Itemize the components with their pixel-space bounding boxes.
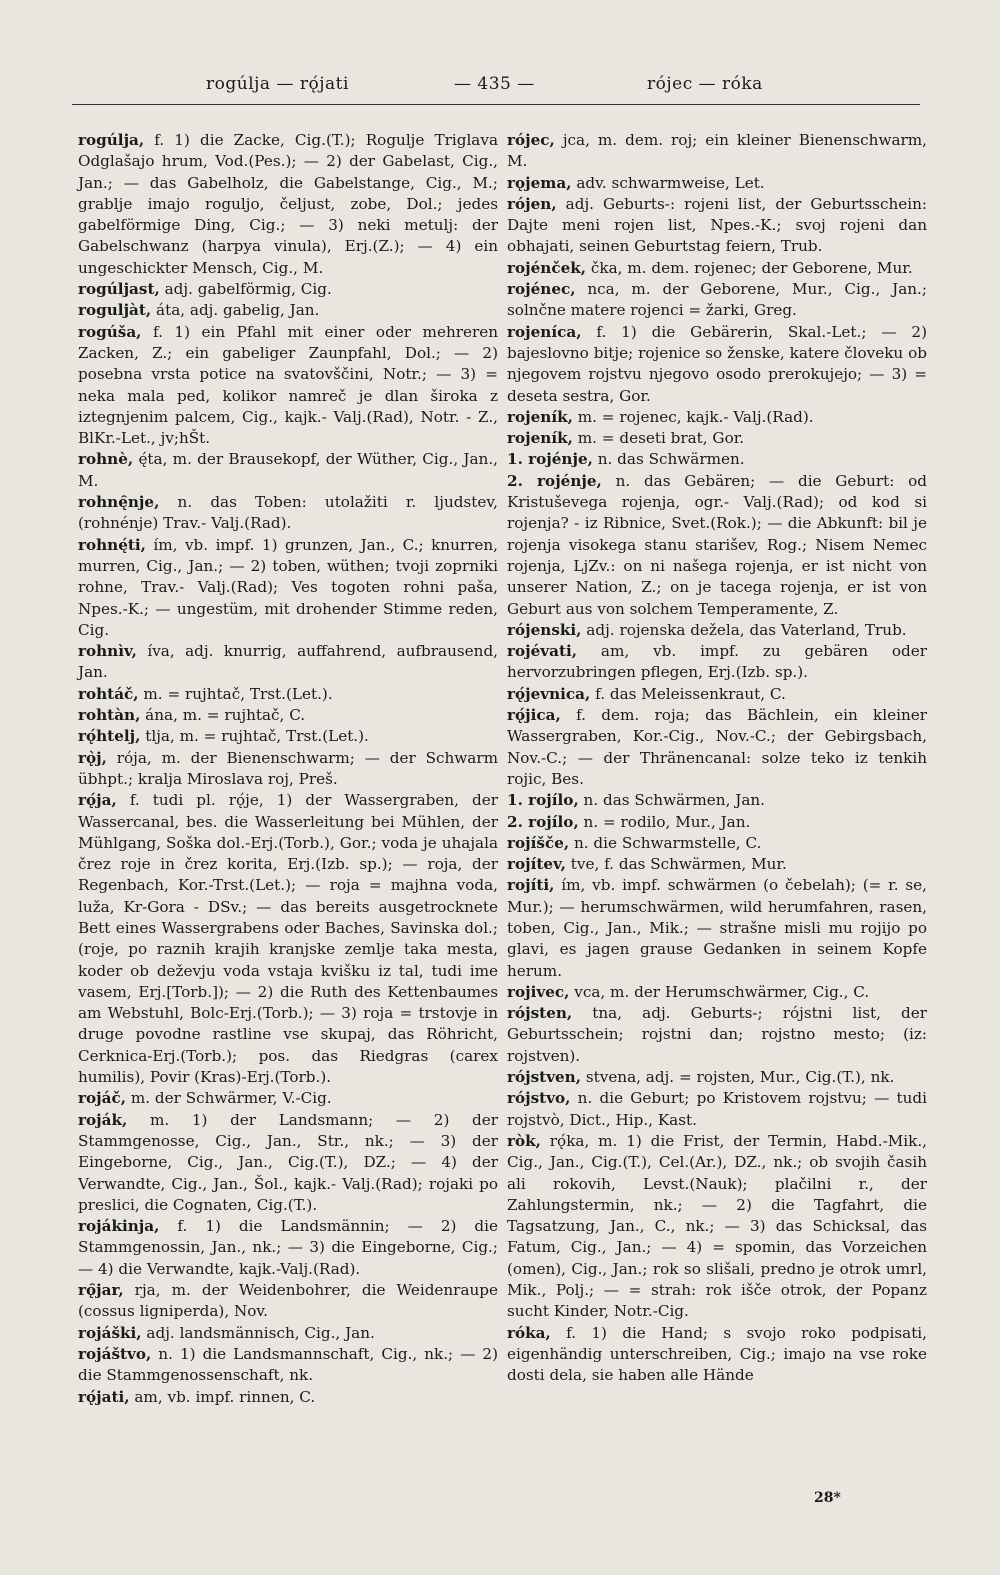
entry-headword: rǫ̀j, xyxy=(78,748,107,767)
entry-headword: 2. rojílo, xyxy=(507,812,579,831)
entry-headword: roguljàt, xyxy=(78,301,152,320)
entry-definition: ím, vb. impf. schwärmen (o čebelah); (= r. se, Mur.); — herumschwärmen, wild herumfahren, rasen, toben, Cig., Jan., Mik.; — strašne misli mu rojijo po glavi, es jagen grause Gedanken in seinem Kopfe herum. xyxy=(507,876,927,980)
entry-headword: rojáč, xyxy=(78,1089,127,1108)
entry-headword: rojeníca, xyxy=(507,322,582,341)
entry-headword: rohnè, xyxy=(78,450,134,469)
dictionary-entry xyxy=(507,130,927,173)
dictionary-entry xyxy=(507,875,927,981)
dictionary-entry xyxy=(507,471,927,620)
page-number: — 435 — xyxy=(454,74,535,94)
entry-definition: n. das Toben: utolažiti r. ljudstev, (rohnénje) Trav.- Valj.(Rad). xyxy=(78,493,498,533)
entry-headword: rojivec, xyxy=(507,982,570,1001)
dictionary-entry xyxy=(507,1323,927,1387)
entry-headword: rogúlja, xyxy=(78,131,145,149)
dictionary-entry xyxy=(507,641,927,684)
dictionary-entry xyxy=(78,1387,498,1408)
entry-headword: ròk, xyxy=(507,1131,541,1150)
entry-headword: rǫjema, xyxy=(507,173,572,192)
entry-definition: n. die Geburt; po Kristovem rojstvu; — tudi rojstvò, Dict., Hip., Kast. xyxy=(507,1089,927,1129)
entry-headword: rójsten, xyxy=(507,1004,573,1023)
signature-mark: 28* xyxy=(814,1490,841,1506)
entry-definition: rója, m. der Bienenschwarm; — der Schwarm übhpt.; kralja Miroslava roj, Preš. xyxy=(78,748,498,788)
dictionary-entry xyxy=(507,812,927,833)
entry-headword: rǫ́htelj, xyxy=(78,727,141,746)
header-left-guideword: rogúlja — rǫ́jati xyxy=(206,74,349,94)
dictionary-entry xyxy=(507,833,927,854)
entry-definition: m. 1) der Landsmann; — 2) der Stammgenosse, Cig., Jan., Str., nk.; — 3) der Eingeborne, Cig., Jan., Cig.(T.), DZ.; — 4) der Verwandte, Cig., Jan., Šol., kajk.- Valj.(Rad); rojaki po preslici, die Cognaten, Cig.(T.). xyxy=(78,1110,498,1214)
entry-headword: rohnę́ti, xyxy=(78,535,146,554)
entry-headword: rojáštvo, xyxy=(78,1344,152,1363)
dictionary-entry xyxy=(507,1067,927,1088)
entry-definition: ána, m. = rujhtač, C. xyxy=(140,706,306,725)
dictionary-entry xyxy=(507,279,927,322)
entry-definition: nca, m. der Geborene, Mur., Cig., Jan.; solnčne matere rojenci = žarki, Greg. xyxy=(507,280,927,320)
entry-headword: rójstven, xyxy=(507,1068,582,1087)
dictionary-entry xyxy=(507,407,927,428)
entry-definition: čka, m. dem. rojenec; der Geborene, Mur. xyxy=(586,258,913,277)
entry-headword: rojítev, xyxy=(507,855,566,874)
page-header xyxy=(0,74,1000,104)
header-rule xyxy=(72,104,920,105)
entry-definition: f. tudi pl. rǫ́je, 1) der Wassergraben, der Wassercanal, bes. die Wasserleitung bei Mühlen, der Mühlgang, Soška dol.-Erj.(Torb.), Gor.; voda je uhajala črez roje in črez korita, Erj.(Izb. sp.); — roja, der Regenbach, Kor.-Trst.(Let.); — roja = majhna voda, luža, Kr-Gora - DSv.; — das bereits ausgetrocknete Bett eines Wassergrabens oder Baches, Savinska dol.; (roje, po raznih krajih kranjske zemlje taka mesta, koder ob deževju voda vstaja kvišku iz tal, tudi ime vasem, Erj.[Torb.]); — 2) die Ruth des Kettenbaumes am Webstuhl, Bolc-Erj.(Torb.); — 3) roja = trstovje in druge povodne rastline vse skupaj, das Röhricht, Cerknica-Erj.(Torb.); pos. das Riedgras (carex humilis), Povir (Kras)-Erj.(Torb.). xyxy=(78,791,498,1087)
entry-headword: rojíšče, xyxy=(507,833,570,852)
entry-headword: rojíti, xyxy=(507,876,555,895)
header-right-guideword: rójec — róka xyxy=(647,74,763,94)
entry-definition: rǫ́ka, m. 1) die Frist, der Termin, Habd.-Mik., Cig., Jan., Cig.(T.), Cel.(Ar.), DZ., nk.; ob svojih časih ali rokovih, Levst.(Nauk); plačilni r., der Zahlungstermin, nk.; — 2) die Tagfahrt, die Tagsatzung, Jan., C., nk.; — 3) das Schicksal, das Fatum, Cig., Jan.; — 4) = spomin, das Vorzeichen (omen), Cig., Jan.; rok so slišali, predno je otrok umrl, Mik., Polj.; — = strah: rok išče otrok, der Popanz sucht Kinder, Notr.-Cig. xyxy=(507,1131,927,1321)
entry-definition: adj. rojenska dežela, das Vaterland, Trub. xyxy=(581,620,907,639)
dictionary-entry xyxy=(507,1131,927,1323)
dictionary-entry xyxy=(507,322,927,407)
entry-headword: rohtàn, xyxy=(78,706,141,725)
dictionary-entry xyxy=(78,726,498,747)
entry-headword: rogúljast, xyxy=(78,280,160,299)
entry-headword: rójstvo, xyxy=(507,1089,571,1108)
dictionary-entry xyxy=(78,535,498,641)
dictionary-entry xyxy=(78,492,498,535)
dictionary-entry xyxy=(507,173,927,194)
entry-definition: m. = deseti brat, Gor. xyxy=(572,429,745,448)
entry-definition: n. das Gebären; — die Geburt: od Kristuševega rojenja, ogr.- Valj.(Rad); od kod si rojenja? - iz Ribnice, Svet.(Rok.); — die Abkunft: bil je rojenja visokega stanu starišev, Rog.; Nisem Nemec rojenja, LjZv.: on ni našega rojenja, er ist nicht von unserer Nation, Z.; on je tacega rojenja, er ist von Geburt aus von solchem Temperamente, Z. xyxy=(507,471,927,618)
dictionary-entry xyxy=(507,620,927,641)
entry-definition: tna, adj. Geburts-; rójstni list, der Geburtsschein; rojstni dan; rojstno mesto; (iz: rojstven). xyxy=(507,1004,927,1065)
entry-definition: áta, adj. gabelig, Jan. xyxy=(151,301,320,320)
entry-definition: f. das Meleissenkraut, C. xyxy=(590,684,786,703)
dictionary-entry xyxy=(507,1088,927,1131)
entry-definition: tve, f. das Schwärmen, Mur. xyxy=(565,855,787,874)
entry-definition: jca, m. dem. roj; ein kleiner Bienenschwarm, M. xyxy=(507,131,927,171)
entry-definition: adj. Geburts-: rojeni list, der Geburtsschein: Dajte meni rojen list, Npes.-K.; svoj rojeni dan obhajati, seinen Geburtstag feiern, Trub. xyxy=(507,194,927,256)
entry-headword: rójec, xyxy=(507,131,555,149)
entry-headword: rogúša, xyxy=(78,322,142,341)
dictionary-entry xyxy=(507,982,927,1003)
dictionary-entry xyxy=(78,748,498,791)
entry-headword: rohnìv, xyxy=(78,642,137,661)
entry-headword: rojeník, xyxy=(507,407,573,426)
entry-headword: rǫ́jevnica, xyxy=(507,684,591,703)
dictionary-entry xyxy=(78,322,498,450)
entry-definition: n. das Schwärmen, Jan. xyxy=(578,791,765,810)
right-column xyxy=(507,130,927,1387)
dictionary-entry xyxy=(78,1216,498,1280)
entry-headword: rojévati, xyxy=(507,642,578,661)
entry-headword: rojénček, xyxy=(507,258,587,277)
entry-headword: 1. rojílo, xyxy=(507,791,579,810)
dictionary-entry xyxy=(507,194,927,258)
entry-definition: m. = rujhtač, Trst.(Let.). xyxy=(138,684,333,703)
entry-definition: adj. gabelförmig, Cig. xyxy=(159,280,332,299)
dictionary-entry xyxy=(507,449,927,470)
entry-definition: f. dem. roja; das Bächlein, ein kleiner Wassergraben, Kor.-Cig., Nov.-C.; der Gebirgsbach, Nov.-C.; — der Thränencanal: solze teko iz tenkih rojic, Bes. xyxy=(507,706,927,788)
dictionary-entry xyxy=(507,1003,927,1067)
entry-headword: rǫ̑jar, xyxy=(78,1281,124,1300)
dictionary-entry xyxy=(78,449,498,492)
dictionary-entry xyxy=(78,279,498,300)
entry-definition: n. 1) die Landsmannschaft, Cig., nk.; — 2) die Stammgenossenschaft, nk. xyxy=(78,1344,498,1385)
dictionary-entry xyxy=(78,130,498,279)
entry-headword: rǫ́jati, xyxy=(78,1387,130,1406)
entry-headword: róka, xyxy=(507,1323,551,1342)
entry-definition: f. 1) die Hand; s svojo roko podpisati, eigenhändig unterschreiben, Cig.; imajo na vse roke dosti dela, sie haben alle Hände xyxy=(507,1323,927,1385)
entry-definition: n. = rodilo, Mur., Jan. xyxy=(578,812,751,831)
left-column xyxy=(78,130,498,1408)
entry-definition: f. 1) die Zacke, Cig.(T.); Rogulje Triglava Odglašajo hrum, Vod.(Pes.); — 2) der Gabelast, Cig., Jan.; — das Gabelholz, die Gabelstange, Cig., M.; grablje imajo roguljo, čeljust, zobe, Dol.; jedes gabelförmige Ding, Cig.; — 3) neki metulj: der Gabelschwanz (harpya vinula), Erj.(Z.); — 4) ein ungeschickter Mensch, Cig., M. xyxy=(78,131,498,277)
entry-definition: f. 1) ein Pfahl mit einer oder mehreren Zacken, Z.; ein gabeliger Zaunpfahl, Dol.; — 2) posebna vrsta potice na svatovščini, Notr.; — 3) = neka mala ped, kolikor namreč je dlan široka z iztegnjenim palcem, Cig., kajk.- Valj.(Rad), Notr. - Z., BlKr.-Let., jv;hŠt. xyxy=(78,322,498,448)
entry-headword: rojáški, xyxy=(78,1323,142,1342)
entry-headword: rohnę̑nje, xyxy=(78,493,160,512)
entry-definition: f. 1) die Gebärerin, Skal.-Let.; — 2) bajeslovno bitje; rojenice so ženske, katere človeku ob njegovem rojstvu njegovo osodo prerokujejo; — 3) = deseta sestra, Gor. xyxy=(507,322,927,405)
dictionary-entry xyxy=(507,854,927,875)
dictionary-entry xyxy=(507,705,927,790)
entry-headword: rojénec, xyxy=(507,280,576,299)
entry-definition: am, vb. impf. rinnen, C. xyxy=(129,1387,316,1406)
entry-definition: adv. schwarmweise, Let. xyxy=(571,173,765,192)
entry-headword: rójenski, xyxy=(507,620,582,639)
entry-definition: m. der Schwärmer, V.-Cig. xyxy=(126,1089,332,1108)
entry-headword: rǫ́ja, xyxy=(78,791,117,810)
entry-headword: rojeník, xyxy=(507,429,573,448)
entry-definition: adj. landsmännisch, Cig., Jan. xyxy=(141,1323,375,1342)
entry-definition: íva, adj. knurrig, auffahrend, aufbrausend, Jan. xyxy=(78,642,498,682)
entry-definition: ím, vb. impf. 1) grunzen, Jan., C.; knurren, murren, Cig., Jan.; — 2) toben, wüthen; tvoji zoprniki rohne, Trav.- Valj.(Rad); Ves togoten rohni paša, Npes.-K.; — ungestüm, mit drohender Stimme reden, Cig. xyxy=(78,535,498,639)
dictionary-entry xyxy=(78,1323,498,1344)
entry-headword: rójen, xyxy=(507,194,557,213)
entry-definition: f. 1) die Landsmännin; — 2) die Stammgenossin, Jan., nk.; — 3) die Eingeborne, Cig.; — 4) die Verwandte, kajk.-Valj.(Rad). xyxy=(78,1217,498,1278)
entry-headword: rohtáč, xyxy=(78,684,139,703)
dictionary-entry xyxy=(507,790,927,811)
dictionary-entry xyxy=(78,1344,498,1387)
dictionary-entry xyxy=(507,428,927,449)
dictionary-entry xyxy=(78,641,498,684)
entry-definition: vca, m. der Herumschwärmer, Cig., C. xyxy=(569,982,870,1001)
entry-definition: n. das Schwärmen. xyxy=(592,450,745,469)
dictionary-entry xyxy=(507,684,927,705)
entry-headword: 2. rojénje, xyxy=(507,471,602,490)
entry-headword: rǫ́jica, xyxy=(507,706,561,725)
dictionary-entry xyxy=(78,1280,498,1323)
entry-definition: rja, m. der Weidenbohrer, die Weidenraupe (cossus ligniperda), Nov. xyxy=(78,1281,498,1321)
entry-headword: rojákinja, xyxy=(78,1217,160,1236)
entry-definition: m. = rojenec, kajk.- Valj.(Rad). xyxy=(572,407,814,426)
dictionary-entry xyxy=(78,1110,498,1216)
entry-definition: ę́ta, m. der Brausekopf, der Wüther, Cig., Jan., M. xyxy=(78,450,498,490)
dictionary-entry xyxy=(78,684,498,705)
dictionary-entry xyxy=(78,705,498,726)
dictionary-entry xyxy=(78,300,498,321)
entry-definition: n. die Schwarmstelle, C. xyxy=(569,833,762,852)
dictionary-entry xyxy=(78,1088,498,1109)
entry-definition: tlja, m. = rujhtač, Trst.(Let.). xyxy=(140,727,369,746)
entry-definition: am, vb. impf. zu gebären oder hervorzubringen pflegen, Erj.(Izb. sp.). xyxy=(507,642,927,682)
dictionary-entry xyxy=(507,258,927,279)
entry-headword: 1. rojénje, xyxy=(507,450,593,469)
entry-headword: roják, xyxy=(78,1110,128,1129)
entry-definition: stvena, adj. = rojsten, Mur., Cig.(T.), nk. xyxy=(581,1068,895,1087)
dictionary-entry xyxy=(78,790,498,1088)
